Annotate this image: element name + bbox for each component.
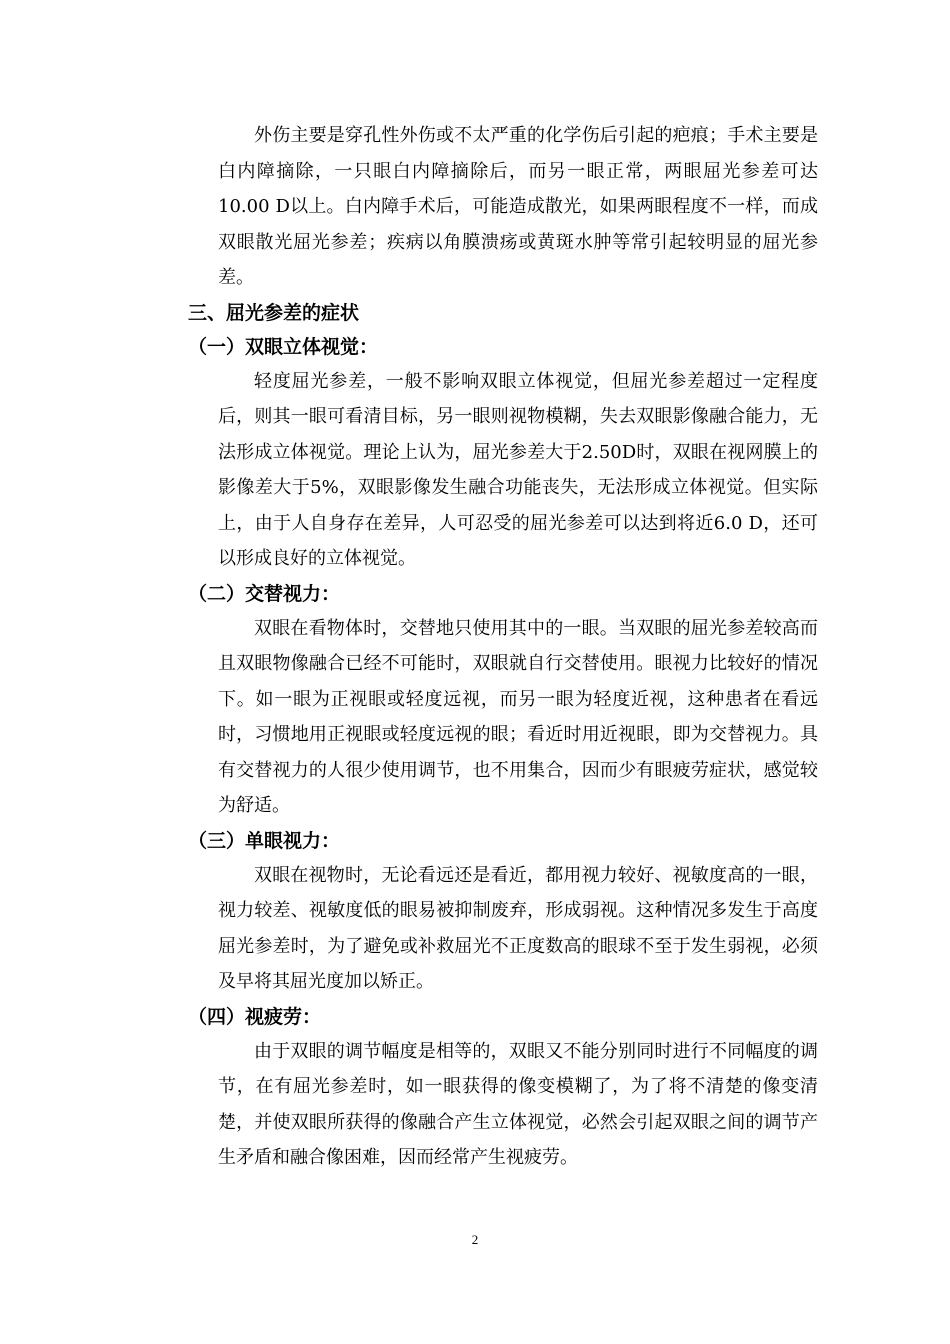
subsection-text-monocular-vision: 双眼在视物时，无论看远还是看近，都用视力较好、视敏度高的一眼，视力较差、视敏度低的眼易被抑制废弃，形成弱视。这种情况多发生于高度屈光参差时，为了避免或补救屈光不正度数高的眼球不至于发生弱视，必须及早将其屈光度加以矫正。 (218, 864, 818, 992)
section-title: 三、屈光参差的症状 (188, 301, 360, 324)
subsection-text-alternating-vision: 双眼在看物体时，交替地只使用其中的一眼。当双眼的屈光参差较高而且双眼物像融合已经不可能时，双眼就自行交替使用。眼视力比较好的情况下。如一眼为正视眼或轻度远视，而另一眼为轻度近视，这种患者在看远时，习惯地用正视眼或轻度远视的眼；看近时用近视眼，即为交替视力。具有交替视力的人很少使用调节，也不用集合，因而少有眼疲劳症状，感觉较为舒适。 (218, 617, 818, 816)
subsection-heading-visual-fatigue: （四）视疲劳： (188, 1005, 322, 1028)
intro-paragraph: 外伤主要是穿孔性外伤或不太严重的化学伤后引起的疤痕；手术主要是白内障摘除，一只眼白内障摘除后，而另一眼正常，两眼屈光参差可达10.00 D以上。白内障手术后，可能造成散光，如果两眼程度不一样，而成双眼散光屈光参差；疾病以角膜溃疡或黄斑水肿等常引起较明显的屈光参差。 (218, 125, 818, 288)
subsection-text-visual-fatigue: 由于双眼的调节幅度是相等的，双眼又不能分别同时进行不同幅度的调节，在有屈光参差时，如一眼获得的像变模糊了，为了将不清楚的像变清楚，并使双眼所获得的像融合产生立体视觉，必然会引起双眼之间的调节产生矛盾和融合像困难，因而经常产生视疲劳。 (218, 1040, 818, 1168)
page-number: 2 (471, 1232, 479, 1247)
subsection-heading-monocular-vision: （三）单眼视力： (188, 829, 341, 852)
page-content (188, 118, 818, 1176)
subsection-heading-alternating-vision: （二）交替视力： (188, 582, 341, 605)
subsection-text-binocular-stereo: 轻度屈光参差，一般不影响双眼立体视觉，但屈光参差超过一定程度后，则其一眼可看清目标，另一眼则视物模糊，失去双眼影像融合能力，无法形成立体视觉。理论上认为，屈光参差大于2.50D时，双眼在视网膜上的影像差大于5%，双眼影像发生融合功能丧失，无法形成立体视觉。但实际上，由于人自身存在差异，人可忍受的屈光参差可以达到将近6.0 D，还可以形成良好的立体视觉。 (218, 370, 818, 569)
subsection-heading-binocular-stereo: （一）双眼立体视觉： (188, 335, 379, 358)
